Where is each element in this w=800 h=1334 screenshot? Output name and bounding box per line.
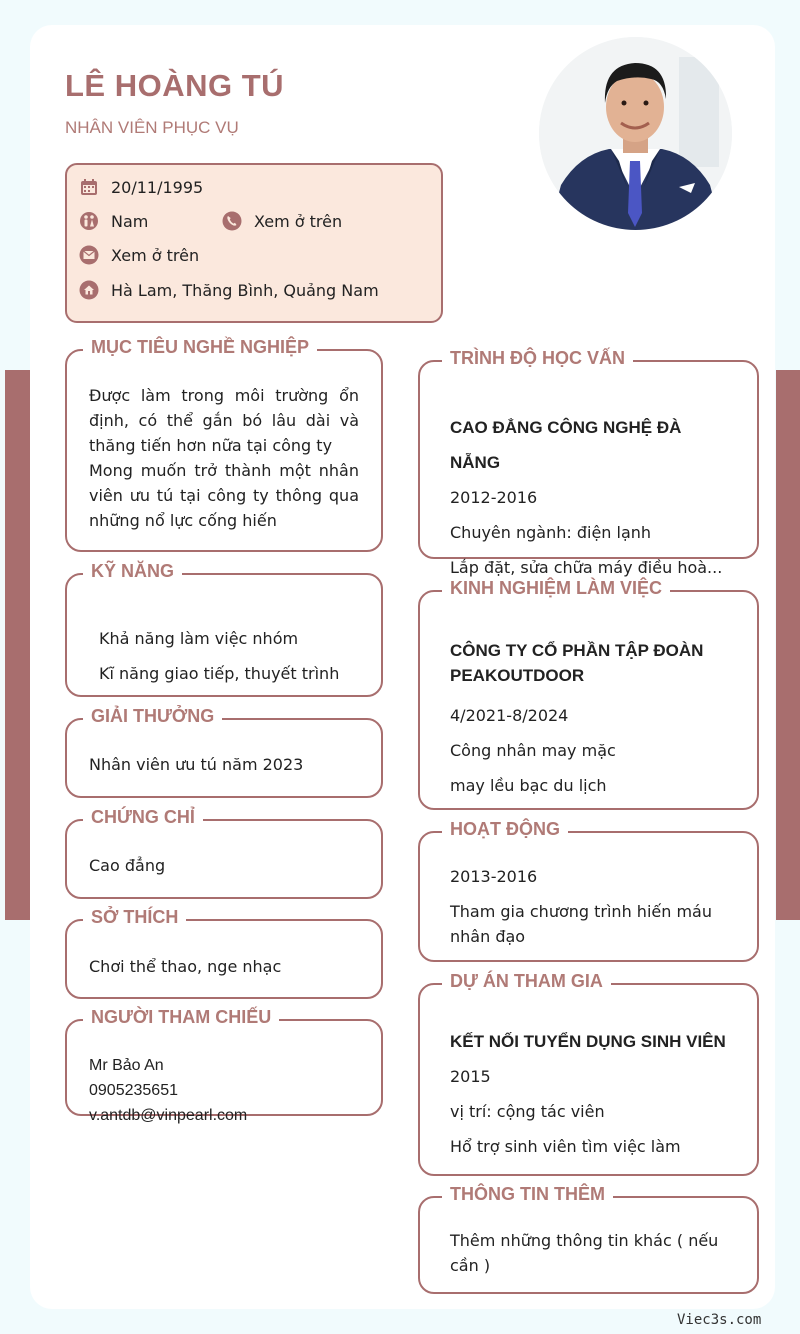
left-side-band — [5, 370, 30, 920]
project-description: Hổ trợ sinh viên tìm việc làm — [450, 1137, 681, 1156]
address-text: Hà Lam, Thăng Bình, Quảng Nam — [111, 280, 379, 300]
experience-section — [418, 578, 759, 810]
avatar-photo — [539, 37, 732, 230]
skill-item: Kĩ năng giao tiếp, thuyết trình — [99, 664, 340, 683]
experience-content — [450, 638, 735, 803]
hobbies-section — [65, 907, 383, 999]
phone-icon — [222, 211, 242, 231]
contact-phone — [222, 211, 342, 231]
gender-text: Nam — [111, 211, 149, 231]
projects-section — [418, 971, 759, 1176]
project-year: 2015 — [450, 1067, 491, 1086]
experience-period: 4/2021-8/2024 — [450, 706, 569, 725]
contact-address — [79, 280, 379, 300]
email-icon — [79, 245, 99, 265]
objective-line-2: Mong muốn trở thành một nhân viên ưu tú tại công ty thông qua những nổ lực cống hiến — [89, 461, 359, 530]
objective-section — [65, 337, 383, 552]
reference-email: v.antdb@vinpearl.com — [89, 1107, 248, 1124]
awards-title: GIẢI THƯỞNG — [83, 706, 222, 727]
contact-birthday — [79, 177, 203, 197]
certificates-section — [65, 807, 383, 899]
calendar-icon — [79, 177, 99, 197]
education-content — [450, 410, 735, 585]
activities-title: HOẠT ĐỘNG — [442, 819, 568, 840]
extra-section — [418, 1184, 759, 1294]
right-side-band — [776, 370, 800, 920]
references-title: NGƯỜI THAM CHIẾU — [83, 1007, 279, 1028]
certificates-text: Cao đẳng — [89, 856, 166, 875]
certificates-title: CHỨNG CHỈ — [83, 807, 203, 828]
home-icon — [79, 280, 99, 300]
activities-description: Tham gia chương trình hiến máu nhân đạo — [450, 902, 712, 946]
experience-title: KINH NGHIỆM LÀM VIỆC — [442, 578, 670, 599]
gender-icon — [79, 211, 99, 231]
reference-name: Mr Bảo An — [89, 1057, 164, 1074]
extra-text: Thêm những thông tin khác ( nếu cần ) — [450, 1231, 719, 1275]
activities-period: 2013-2016 — [450, 867, 538, 886]
activities-section — [418, 819, 759, 962]
extra-title: THÔNG TIN THÊM — [442, 1184, 613, 1205]
birthday-text: 20/11/1995 — [111, 177, 204, 197]
experience-role: Công nhân may mặc — [450, 741, 616, 760]
hobbies-text: Chơi thể thao, nge nhạc — [89, 957, 282, 976]
objective-line-1: Được làm trong môi trường ổn định, có thể gắn bó lâu dài và thăng tiến hơn nữa tại công ty — [89, 386, 359, 455]
references-section — [65, 1007, 383, 1124]
projects-content — [450, 1024, 735, 1164]
email-text: Xem ở trên — [111, 245, 200, 265]
avatar — [539, 37, 732, 230]
contact-gender — [79, 211, 148, 231]
experience-description: may lều bạc du lịch — [450, 776, 607, 795]
hobbies-title: SỞ THÍCH — [83, 907, 186, 928]
objective-title: MỤC TIÊU NGHỀ NGHIỆP — [83, 337, 317, 358]
education-major: Chuyên ngành: điện lạnh — [450, 523, 652, 542]
reference-phone: 0905235651 — [89, 1082, 178, 1099]
project-role: vị trí: cộng tác viên — [450, 1102, 605, 1121]
education-description: Lắp đặt, sửa chữa máy điều hoà... — [450, 558, 723, 577]
references-content — [89, 1053, 359, 1128]
awards-text: Nhân viên ưu tú năm 2023 — [89, 755, 304, 774]
activities-content — [450, 864, 735, 949]
education-school: CAO ĐẲNG CÔNG NGHỆ ĐÀ NẴNG — [450, 418, 682, 472]
project-name: KẾT NỐI TUYỂN DỤNG SINH VIÊN — [450, 1032, 726, 1051]
education-period: 2012-2016 — [450, 488, 538, 507]
contact-box — [65, 163, 443, 323]
education-section — [418, 348, 759, 577]
phone-text: Xem ở trên — [254, 211, 343, 231]
contact-email — [79, 245, 199, 265]
skills-list — [99, 621, 359, 691]
experience-company: CÔNG TY CỔ PHẦN TẬP ĐOÀN PEAKOUTDOOR — [450, 641, 704, 685]
awards-section — [65, 706, 383, 798]
candidate-name: LÊ HOÀNG TÚ — [65, 68, 285, 103]
education-title: TRÌNH ĐỘ HỌC VẤN — [442, 348, 633, 369]
skill-item: Khả năng làm việc nhóm — [99, 629, 299, 648]
candidate-position: NHÂN VIÊN PHỤC VỤ — [65, 118, 239, 137]
skills-title: KỸ NĂNG — [83, 561, 182, 582]
footer-watermark: Viec3s.com — [677, 1312, 762, 1328]
skills-section — [65, 561, 383, 697]
objective-content — [89, 383, 359, 533]
projects-title: DỰ ÁN THAM GIA — [442, 971, 611, 992]
